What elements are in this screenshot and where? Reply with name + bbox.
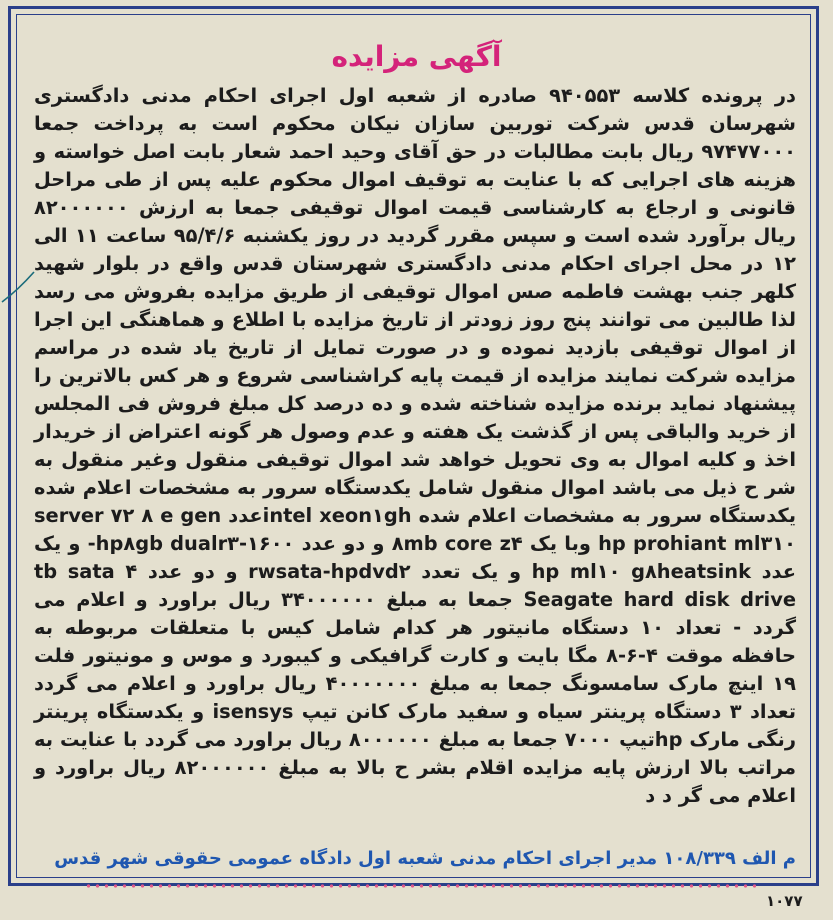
notice-footer: م الف ۱۰۸/۳۳۹ مدیر اجرای احکام مدنی شعبه اول دادگاه عمومی حقوقی شهر قدس	[54, 848, 796, 869]
notice-title: آگهی مزایده	[331, 40, 502, 73]
notice-body-text: در پرونده کلاسه ۹۴۰۵۵۳ صادره از شعبه اول اجرای احکام مدنی دادگستری شهرسان قدس شرکت توربین سازان نیکان محکوم است به پرداخت جمعا ۹۷۴۷۷۰۰۰ ریال بابت مطالبات در حق آقای وحید احمد شعار بابت اصل خواسته و هزینه های اجرایی که با عنایت به توقیف اموال محکوم علیه پس از طی مراحل قانونی و ارجاع به کارشناسی قیمت اموال توقیفی جمعا به ارزش ۸۲۰۰۰۰۰۰ ریال برآورد شده است و سپس مقرر گردید در روز یکشنبه ۹۵/۴/۶ ساعت ۱۱ الی ۱۲ در محل اجرای احکام مدنی دادگستری شهرستان قدس واقع در بلوار شهید کلهر جنب بهشت فاطمه صس اموال توقیفی از طریق مزایده بفروش می رسد لذا طالبین می توانند پنج روز زودتر از تاریخ مزایده با اطلاع و هماهنگی این اجرا از اموال توقیفی بازدید نموده و در صورت تمایل از تاریخ یاد شده در مراسم مزایده شرکت نمایند مزایده از قیمت پایه کراشناسی شروع و هر کس بالاترین را پیشنهاد نماید برنده مزایده شناخته شده و ده درصد کل مبلغ فروش فی المجلس از خرید والباقی پس از گذشت یک هفته و عدم وصول هر گونه اعتراض از خریدار اخذ و کلیه اموال به وی تحویل خواهد شد اموال توقیفی منقول وغیر منقول به شر ح ذیل می باشد اموال منقول شامل یکدستگاه سرور به مشخصات اعلام شده یکدستگاه سرور به مشخصات اعلام شده intel xeon۱ghعدد server ۷۲ ۸ e gen hp prohiant ml۳۱۰ وبا یک ۸mb core z۴ و دو عدد hp۸gb dualr۳-۱۶۰۰- و یک عدد hp ml۱۰ g۸heatsink و یک تعدد rwsata-hpdvd۲ و دو عدد tb sata ۴ Seagate hard disk drive جمعا به مبلغ ۳۴۰۰۰۰۰۰ ریال براورد و اعلام می گردد - تعداد ۱۰ دستگاه مانیتور هر کدام شامل کیس با متعلقات مربوطه به حافظه موقت ۴-۶-۸ مگا بایت و کارت گرافیکی و کیبورد و موس و مونیتور فلت ۱۹ اینچ مارک سامسونگ جمعا به مبلغ ۴۰۰۰۰۰۰۰ ریال براورد و اعلام می گردد تعداد ۳ دستگاه پرینتر سیاه و سفید مارک کانن تیپ isensys و یکدستگاه پرینتر رنگی مارک hpتیپ ۷۰۰۰ جمعا به مبلغ ۸۰۰۰۰۰۰ ریال براورد می گردد با عنایت به مراتب بالا ارزش پایه مزایده اقلام بشر ح بالا به مبلغ ۸۲۰۰۰۰۰۰ ریال براورد و اعلام می گر د د	[34, 84, 797, 807]
notice-code: ۱۰۷۷	[766, 892, 803, 910]
notice-body	[34, 82, 796, 810]
dotted-divider	[84, 882, 756, 890]
